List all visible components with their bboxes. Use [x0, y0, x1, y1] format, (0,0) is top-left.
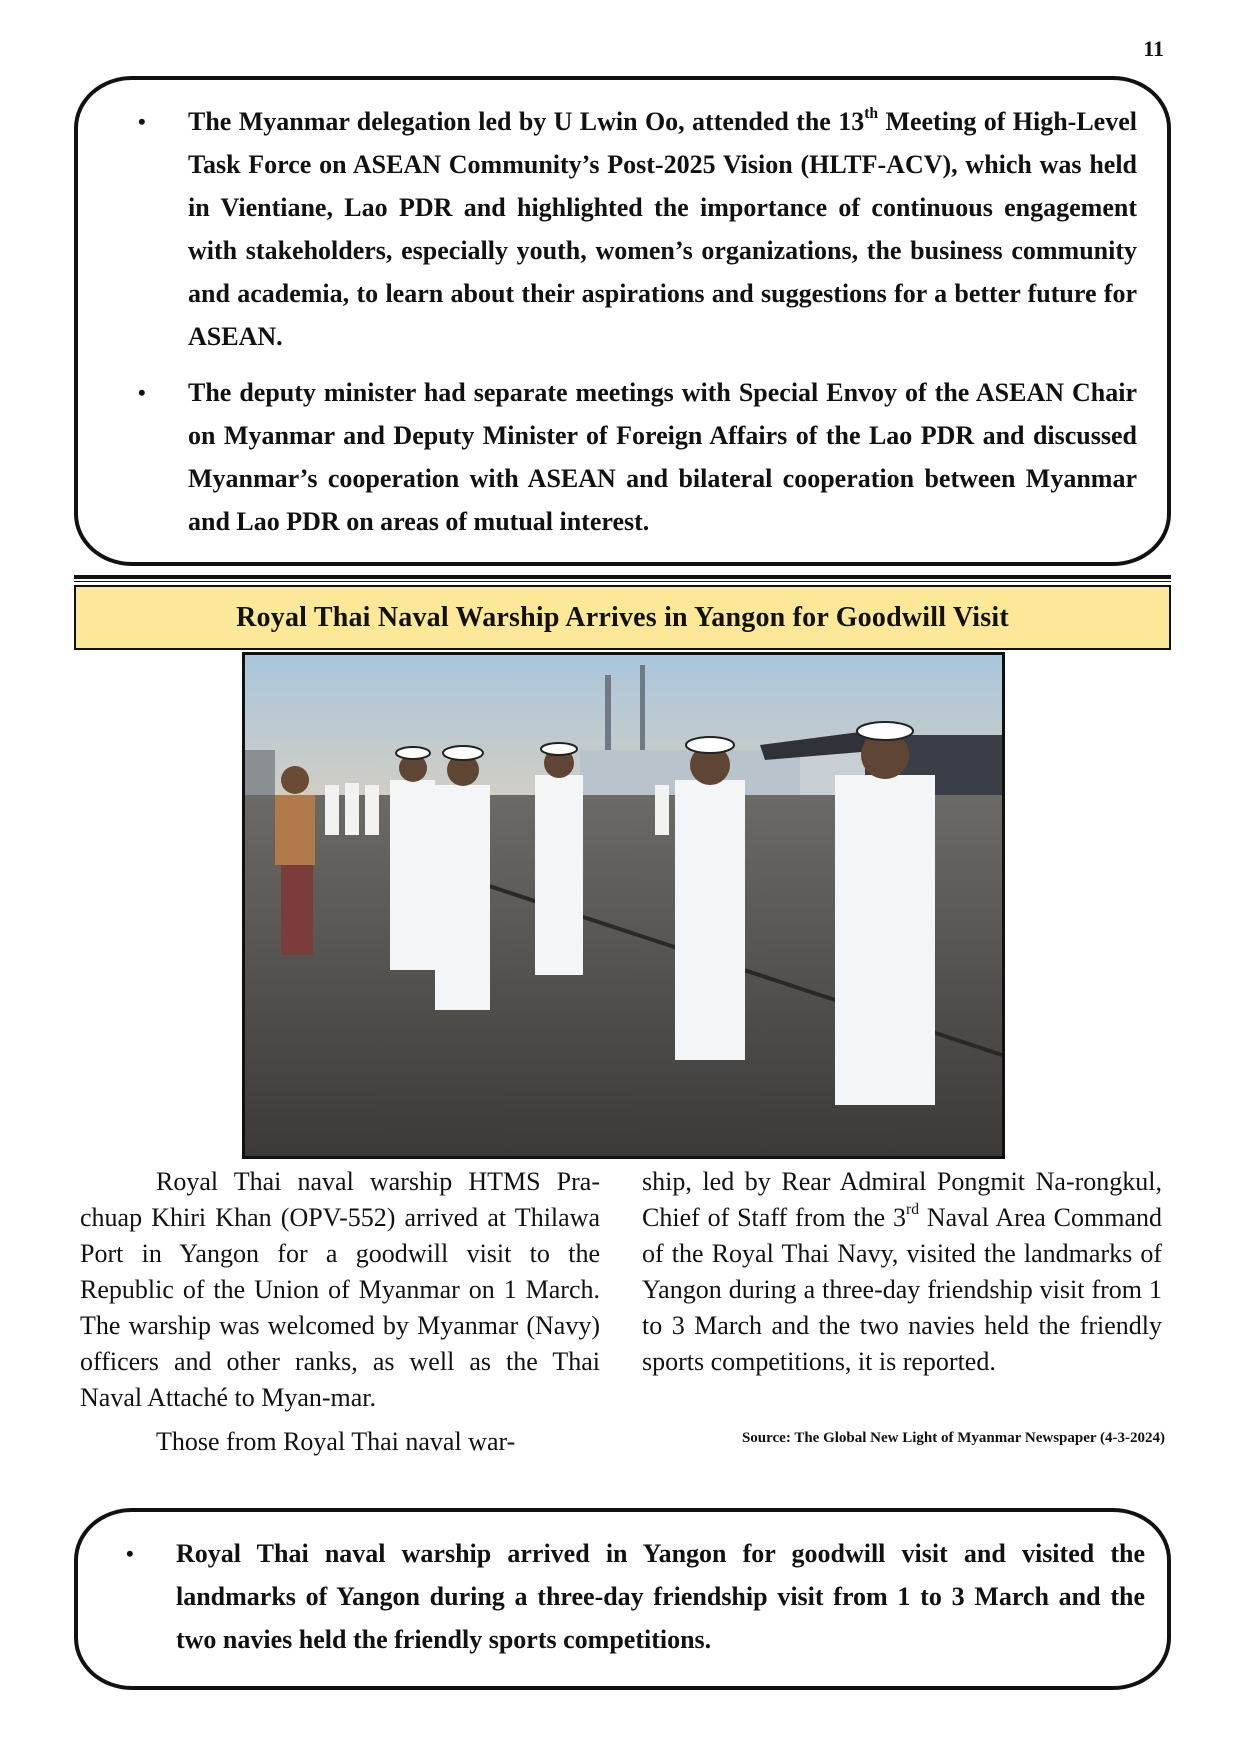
summary-bullet-1 [138, 100, 1137, 358]
bullet-dot-icon: • [138, 109, 146, 134]
summary-bullet [126, 1532, 1145, 1661]
bullet-dot-icon: • [126, 1541, 134, 1566]
bullet-text-part: The Myanmar delegation led by U Lwin Oo, attended the 13 [188, 107, 865, 136]
article-paragraph: Royal Thai naval warship HTMS Pra-chuap Khiri Khan (OPV-552) arrived at Thilawa Port in Yangon for a goodwill visit to the Republic of the Union of Myanmar on 1 March. The warship was welcomed by Myanmar (Navy) officers and other ranks, as well as the Thai Naval Attaché to Myan-mar. [80, 1167, 600, 1412]
section-divider [74, 575, 1171, 582]
naval-welcome-photo [245, 655, 1002, 1156]
bullet-text-part: Meeting of High-Level Task Force on ASEAN Community’s Post-2025 Vision (HLTF-ACV), which was held in Vientiane, Lao PDR and highlighted the importance of continuous engagement with stakeholders, especially youth, women’s organizations, the business community and academia, to learn about their aspirations and suggestions for a better future for ASEAN. [188, 107, 1137, 351]
source-citation: Source: The Global New Light of Myanmar Newspaper (4-3-2024) [741, 1430, 1165, 1446]
page-number: 11 [1143, 36, 1164, 61]
bullet-text: Royal Thai naval warship arrived in Yangon for goodwill visit and visited the landmarks of Yangon during a three-day friendship visit from 1 to 3 March and the two navies held the friendly sports competitions. [176, 1539, 1145, 1654]
summary-bullet-2 [138, 371, 1137, 543]
bullet-dot-icon: • [138, 380, 146, 405]
article-photo [242, 652, 1005, 1159]
headline-banner [74, 585, 1171, 650]
paragraph-text-part: Naval Area Command of the Royal Thai Navy, visited the landmarks of Yangon during a three-day friendship visit from 1 to 3 March and the two navies held the friendly sports competitions, it is reported. [642, 1203, 1163, 1376]
article-column-left [80, 1164, 600, 1460]
article-headline: Royal Thai Naval Warship Arrives in Yangon for Goodwill Visit [236, 601, 1009, 633]
summary-list [126, 1532, 1145, 1661]
ordinal-suffix: th [864, 105, 879, 123]
summary-list [138, 100, 1137, 543]
ordinal-suffix: rd [906, 1201, 919, 1219]
article-paragraph [642, 1164, 1162, 1380]
article-column-right [642, 1164, 1162, 1380]
paragraph-text-part: ship, led by Rear Admiral Pongmit Na-rongkul, Chief of Staff from the 3 [642, 1167, 1162, 1232]
article-paragraph: Those from Royal Thai naval war- [156, 1427, 516, 1456]
summary-box-top [74, 76, 1171, 566]
bullet-text: The deputy minister had separate meetings with Special Envoy of the ASEAN Chair on Myanmar and Deputy Minister of Foreign Affairs of the Lao PDR and discussed Myanmar’s cooperation with ASEAN and bilateral cooperation between Myanmar and Lao PDR on areas of mutual interest. [188, 378, 1137, 536]
summary-box-bottom [74, 1508, 1171, 1690]
